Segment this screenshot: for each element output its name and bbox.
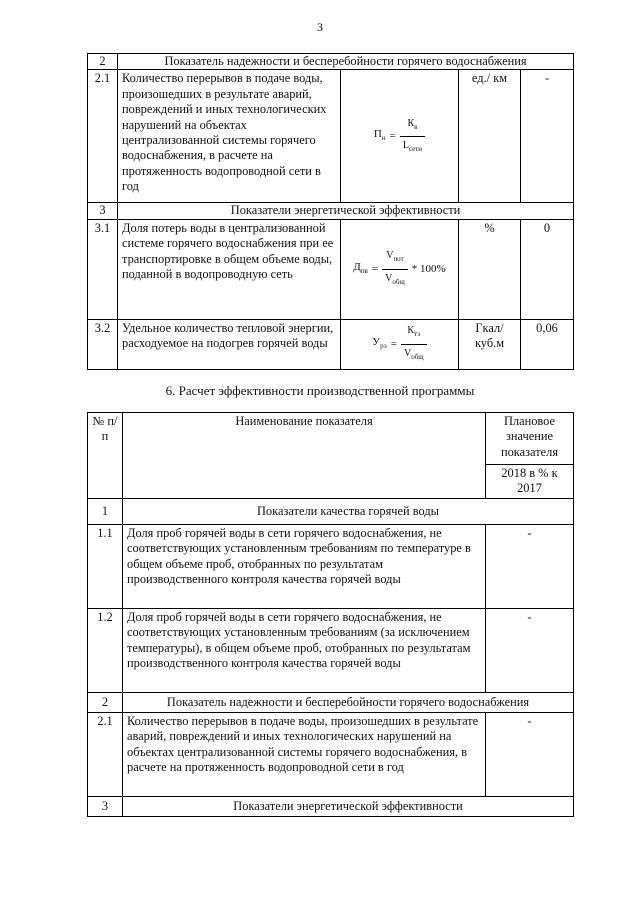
- table-row: [88, 70, 574, 203]
- table-row: [88, 54, 574, 70]
- table-row: [88, 693, 574, 713]
- section-heading: Показатель надежности и бесперебойности горячего водоснабжения: [123, 693, 574, 713]
- header-name: Наименование показателя: [123, 413, 486, 499]
- row-number: 2: [88, 54, 118, 70]
- table-row: [88, 203, 574, 219]
- section-heading: Показатели качества горячей воды: [123, 499, 574, 525]
- header-planned: Плановое значение показателя: [486, 413, 574, 465]
- unit: Гкал/ куб.м: [459, 319, 521, 369]
- row-number: 1.2: [88, 609, 123, 693]
- program-efficiency-table: [87, 412, 574, 817]
- value: -: [521, 70, 574, 203]
- page-number: 3: [317, 20, 323, 34]
- table-row: [88, 525, 574, 609]
- row-number: 2: [88, 693, 123, 713]
- table-row: [88, 319, 574, 369]
- unit: %: [459, 219, 521, 319]
- row-number: 3.1: [88, 219, 118, 319]
- row-number: 1.1: [88, 525, 123, 609]
- indicator-name: Удельное количество тепловой энергии, расходуемое на подогрев горячей воды: [118, 319, 341, 369]
- indicator-name: Доля проб горячей воды в сети горячего водоснабжения, не соответствующих установленным требованиям по температуре в общем объеме проб, отобранных по результатам производственного контроля качества горячей воды: [123, 525, 486, 609]
- indicator-name: Доля потерь воды в централизованной системе горячего водоснабжения при ее транспортировке в общем объеме воды, поданной в водопроводную сеть: [118, 219, 341, 319]
- indicator-name: Количество перерывов в подаче воды, произошедших в результате аварий, повреждений и иных технологических нарушений на объектах централизованной системы горячего водоснабжения, в расчете на протяженность водопроводной сети в год: [123, 713, 486, 797]
- table-row: [88, 609, 574, 693]
- value: -: [486, 713, 574, 797]
- section-heading: Показатели энергетической эффективности: [123, 797, 574, 817]
- row-number: 3: [88, 203, 118, 219]
- row-number: 2.1: [88, 713, 123, 797]
- value: -: [486, 525, 574, 609]
- value: -: [486, 609, 574, 693]
- unit: ед./ км: [459, 70, 521, 203]
- row-number: 3: [88, 797, 123, 817]
- value: 0: [521, 219, 574, 319]
- row-number: 1: [88, 499, 123, 525]
- header-row: [88, 413, 574, 465]
- row-number: 3.2: [88, 319, 118, 369]
- table-row: [88, 499, 574, 525]
- section-heading: Показатель надежности и бесперебойности горячего водоснабжения: [118, 54, 574, 70]
- formula: $П_н$ = $\frac{К_в}{L_{сети}}$: [341, 70, 459, 203]
- header-num: № п/п: [88, 413, 123, 499]
- value: 0,06: [521, 319, 574, 369]
- table-row: [88, 219, 574, 319]
- indicators-table-continued: [87, 53, 574, 370]
- formula: $Д_{пв}$ = $\frac{V_{пот}}{V_{общ}}$ * 100%: [341, 219, 459, 319]
- header-period: 2018 в % к 2017: [486, 465, 574, 499]
- table-row: [88, 797, 574, 817]
- section-title: 6. Расчет эффективности производственной программы: [165, 383, 475, 398]
- indicator-name: Количество перерывов в подаче воды, произошедших в результате аварий, повреждений и иных технологических нарушений на объектах централизованной системы горячего водоснабжения, в расчете на протяженность водопроводной сети в год: [118, 70, 341, 203]
- indicator-name: Доля проб горячей воды в сети горячего водоснабжения, не соответствующих установленным требованиям (за исключением температуры), в общем объеме проб, отобранных по результатам производственного контроля качества горячей воды: [123, 609, 486, 693]
- formula: $У_{рэ}$ = $\frac{К_{тэ}}{V_{общ}}$: [341, 319, 459, 369]
- row-number: 2.1: [88, 70, 118, 203]
- table-row: [88, 713, 574, 797]
- section-heading: Показатели энергетической эффективности: [118, 203, 574, 219]
